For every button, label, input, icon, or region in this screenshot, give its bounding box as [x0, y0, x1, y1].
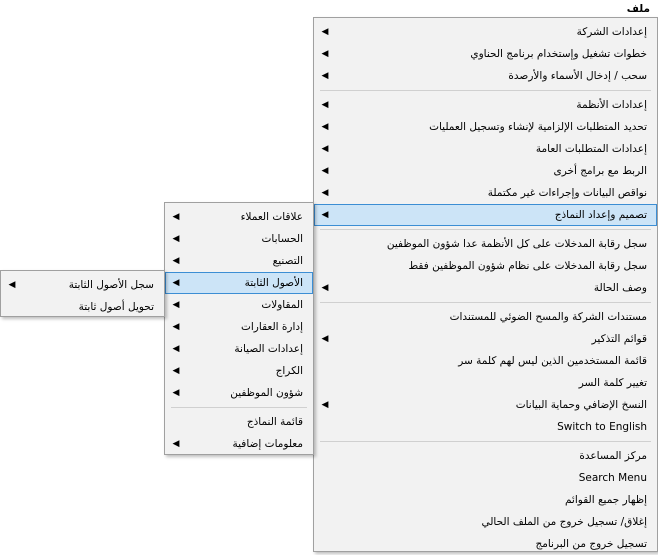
menu-item-label: علاقات العملاء [240, 211, 303, 223]
menu-item-label: المقاولات [261, 299, 303, 311]
menu-item[interactable] [314, 255, 657, 277]
submenu-arrow-icon: ◀ [321, 122, 329, 132]
menu-item-label: الحسابات [261, 233, 303, 245]
submenu-arrow-icon: ◀ [321, 210, 329, 220]
submenu-arrow-icon: ◀ [321, 100, 329, 110]
menu-item-label: سجل رقابة المدخلات على كل الأنظمة عدا شؤون الموظفين [386, 238, 647, 250]
menu-item-label: الأصول الثابتة [244, 277, 303, 289]
submenu-arrow-icon: ◀ [172, 212, 180, 222]
menu-item-label: تحديد المتطلبات الإلزامية لإنشاء وتسجيل العمليات [429, 121, 647, 133]
menu-item[interactable] [165, 294, 313, 316]
menu-item-label: Switch to English [557, 421, 647, 433]
menu-separator [320, 90, 651, 91]
menu-item-label: نواقص البيانات وإجراءات غير مكتملة [487, 187, 647, 199]
menu-item[interactable] [165, 338, 313, 360]
menu-item-label: سجل الأصول الثابتة [68, 279, 154, 291]
submenu-arrow-icon: ◀ [172, 439, 180, 449]
menu-item[interactable] [314, 445, 657, 467]
submenu-arrow-icon: ◀ [172, 344, 180, 354]
menu-item-label: إغلاق/ تسجيل خروج من الملف الحالي [481, 516, 647, 528]
menu-item-label: إدارة العقارات [241, 321, 303, 333]
menu-item[interactable] [165, 411, 313, 433]
menu-item[interactable] [165, 382, 313, 404]
submenu-arrow-icon: ◀ [8, 280, 16, 290]
menu-item-label: الكراج [275, 365, 303, 377]
menu-item[interactable] [314, 160, 657, 182]
menu-item[interactable] [314, 511, 657, 533]
menu-item[interactable] [314, 138, 657, 160]
menu-item[interactable] [1, 274, 164, 296]
menu-item-label: شؤون الموظفين [230, 387, 303, 399]
menu-item[interactable] [314, 116, 657, 138]
fixed-assets-submenu [0, 270, 165, 317]
menu-item[interactable] [314, 94, 657, 116]
menu-item[interactable] [314, 21, 657, 43]
submenu-arrow-icon: ◀ [321, 27, 329, 37]
menu-item-label: وصف الحالة [593, 282, 647, 294]
menu-item-label: إعدادات المتطلبات العامة [535, 143, 647, 155]
menu-item-label: تسجيل خروج من البرنامج [535, 538, 647, 550]
submenu-arrow-icon: ◀ [172, 234, 180, 244]
menu-item-label: الربط مع برامج أخرى [553, 165, 647, 177]
menu-item-label: قوائم التذكير [591, 333, 647, 345]
menu-item[interactable] [165, 360, 313, 382]
menu-item-label: Search Menu [578, 472, 647, 484]
menu-item[interactable] [314, 306, 657, 328]
menu-item[interactable] [314, 467, 657, 489]
submenu-arrow-icon: ◀ [172, 322, 180, 332]
menu-item[interactable] [314, 416, 657, 438]
submenu-arrow-icon: ◀ [172, 366, 180, 376]
menu-item[interactable] [314, 372, 657, 394]
menu-item[interactable] [165, 206, 313, 228]
menu-separator [320, 229, 651, 230]
menu-item-label: تحويل أصول ثابتة [78, 301, 154, 313]
menu-item-label: إعدادات الشركة [576, 26, 647, 38]
menu-item-label: النسخ الإضافي وحماية البيانات [515, 399, 647, 411]
menu-item-label: سحب / إدخال الأسماء والأرصدة [508, 70, 647, 82]
menu-item-label: إظهار جميع القوائم [564, 494, 647, 506]
forms-design-submenu [164, 202, 314, 455]
menu-item-label: قائمة النماذج [246, 416, 303, 428]
menu-item[interactable] [314, 394, 657, 416]
submenu-arrow-icon: ◀ [172, 388, 180, 398]
file-menu-dropdown [313, 17, 658, 552]
submenu-arrow-icon: ◀ [321, 144, 329, 154]
menu-item-label: إعدادات الأنظمة [576, 99, 647, 111]
menu-item[interactable] [314, 182, 657, 204]
menu-item-label: خطوات تشغيل وإستخدام برنامج الحناوي [470, 48, 647, 60]
submenu-arrow-icon: ◀ [172, 278, 180, 288]
menu-item[interactable] [165, 250, 313, 272]
submenu-arrow-icon: ◀ [321, 283, 329, 293]
menu-item-label: مستندات الشركة والمسح الضوئي للمستندات [449, 311, 647, 323]
submenu-arrow-icon: ◀ [321, 400, 329, 410]
menu-item-label: التصنيع [272, 255, 303, 267]
submenu-arrow-icon: ◀ [321, 166, 329, 176]
menu-separator [171, 407, 307, 408]
menu-item[interactable] [314, 233, 657, 255]
menu-item[interactable] [314, 328, 657, 350]
menu-item[interactable] [165, 433, 313, 455]
submenu-arrow-icon: ◀ [321, 49, 329, 59]
menu-separator [320, 302, 651, 303]
menu-item[interactable] [314, 350, 657, 372]
menu-item[interactable] [1, 296, 164, 318]
menu-item[interactable] [314, 65, 657, 87]
menu-item-label: معلومات إضافية [232, 438, 303, 450]
menu-item[interactable] [165, 272, 313, 294]
menu-item-label: قائمة المستخدمين الذين ليس لهم كلمة سر [458, 355, 647, 367]
menu-item-label: إعدادات الصيانة [234, 343, 303, 355]
menu-item-label: سجل رقابة المدخلات على نظام شؤون الموظفين فقط [408, 260, 647, 272]
menu-item-label: تصميم وإعداد النماذج [554, 209, 647, 221]
menu-item[interactable] [165, 228, 313, 250]
submenu-arrow-icon: ◀ [321, 188, 329, 198]
menu-item[interactable] [314, 204, 657, 226]
menu-item[interactable] [314, 43, 657, 65]
submenu-arrow-icon: ◀ [321, 71, 329, 81]
menu-item[interactable] [165, 316, 313, 338]
menu-item[interactable] [314, 489, 657, 511]
menu-separator [320, 441, 651, 442]
menu-item[interactable] [314, 277, 657, 299]
submenu-arrow-icon: ◀ [172, 256, 180, 266]
submenu-arrow-icon: ◀ [172, 300, 180, 310]
file-menu-title[interactable]: ملف [626, 3, 650, 15]
menu-item-label: مركز المساعدة [579, 450, 647, 462]
menu-item-label: تغيير كلمة السر [578, 377, 647, 389]
submenu-arrow-icon: ◀ [321, 334, 329, 344]
